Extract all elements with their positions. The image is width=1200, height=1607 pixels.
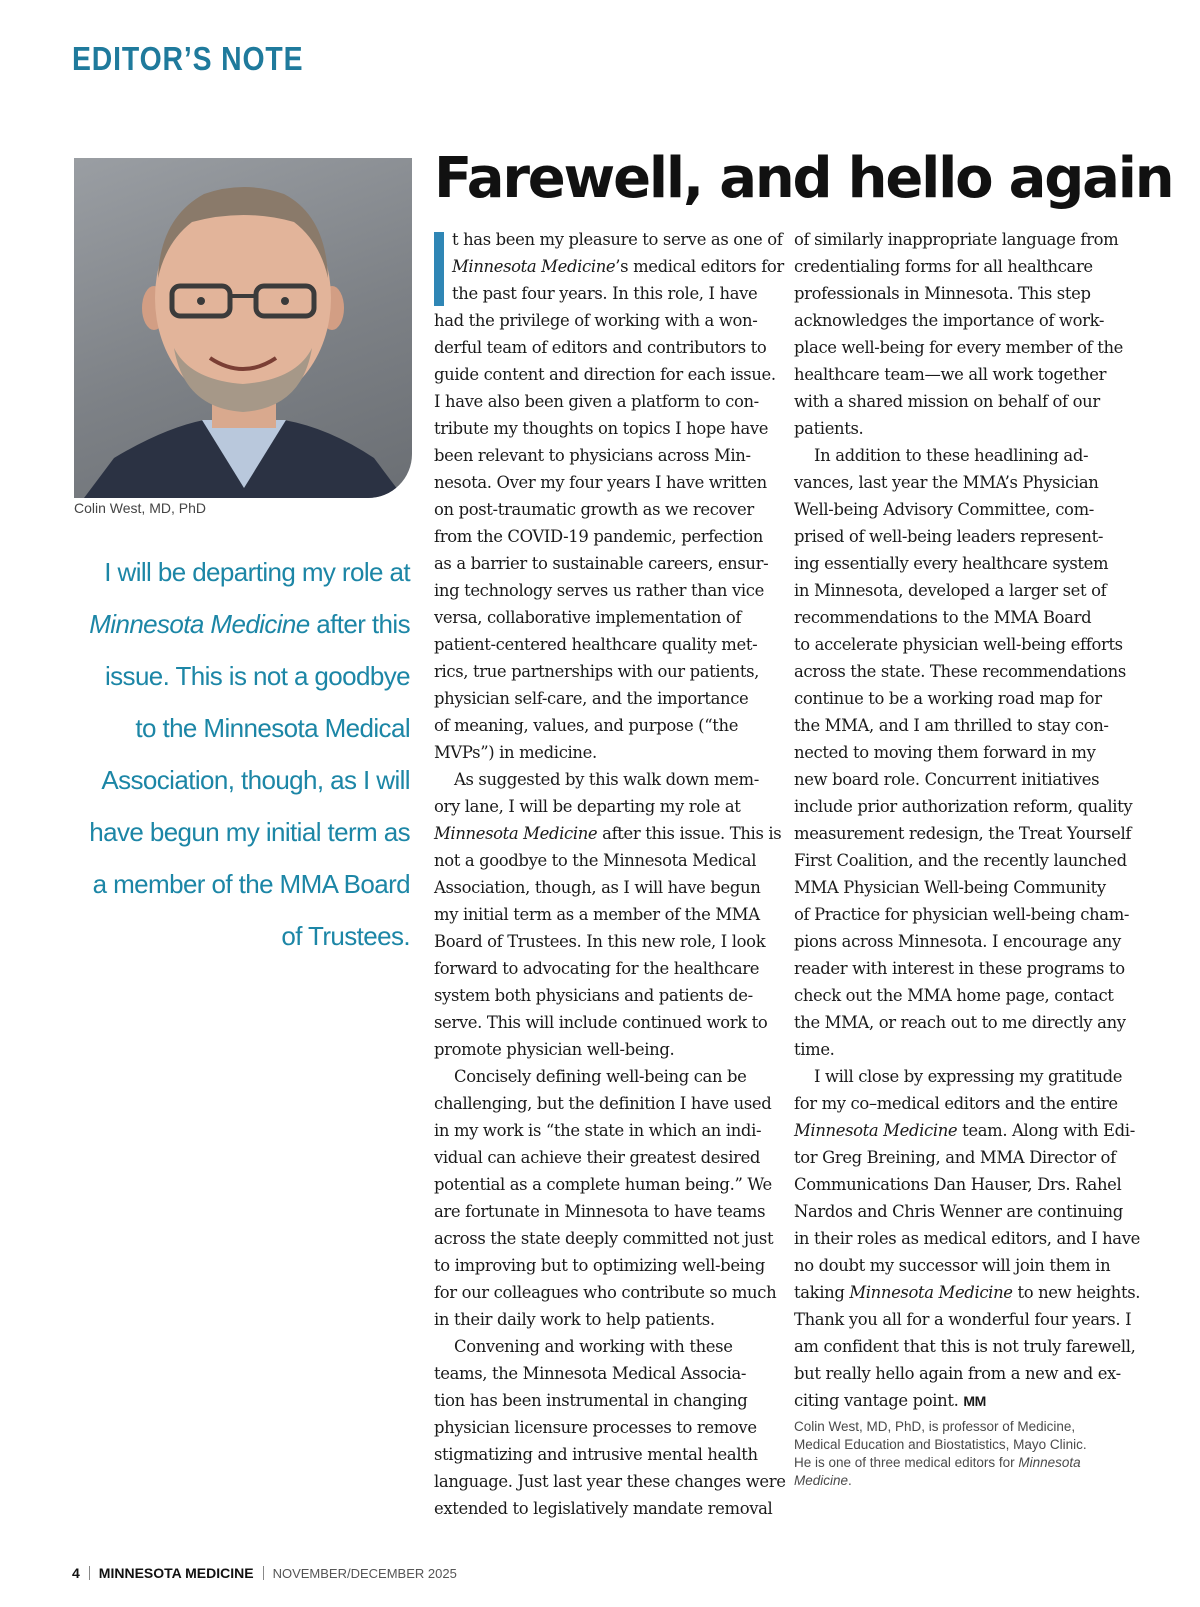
text-line: tion has been instrumental in changing (434, 1391, 748, 1410)
text-line: the MMA, or reach out to me directly any (794, 1013, 1126, 1032)
pull-quote-line (74, 598, 410, 650)
text-line: of similarly inappropriate language from (794, 230, 1119, 249)
text-line: of Practice for physician well-being cham- (794, 905, 1130, 924)
text-line: had the privilege of working with a won- (434, 311, 758, 330)
article-column-1 (434, 226, 786, 1522)
text-line: in Minnesota, developed a larger set of (794, 581, 1107, 600)
text-line: I will close by expressing my gratitude (814, 1067, 1123, 1086)
text-line: promote physician well-being. (434, 1040, 675, 1059)
text-line: but really hello again from a new and ex- (794, 1364, 1121, 1383)
text-line: MMA Physician Well-being Community (794, 878, 1106, 897)
text-line: derful team of editors and contributors to (434, 338, 767, 357)
pull-quote-line: Association, though, as I will (101, 765, 410, 795)
text-line: Thank you all for a wonderful four years. I (794, 1310, 1132, 1329)
text-line: nesota. Over my four years I have written (434, 473, 767, 492)
text-line: recommendations to the MMA Board (794, 608, 1092, 627)
bio-line: Medical Education and Biostatistics, Mayo Clinic. (794, 1437, 1087, 1452)
page-number: 4 (72, 1565, 80, 1581)
text-line: are fortunate in Minnesota to have teams (434, 1202, 766, 1221)
text-line: the MMA, and I am thrilled to stay con- (794, 716, 1109, 735)
text-line: ory lane, I will be departing my role at (434, 797, 741, 816)
text: ’s medical editors for (615, 257, 784, 276)
text-line: ing essentially every healthcare system (794, 554, 1109, 573)
magazine-name: MINNESOTA MEDICINE (98, 1565, 254, 1581)
text-line: In addition to these headlining ad- (814, 446, 1089, 465)
text-line: stigmatizing and intrusive mental health (434, 1445, 758, 1464)
text-line: to accelerate physician well-being efforts (794, 635, 1123, 654)
text-line: MVPs”) in medicine. (434, 743, 597, 762)
text-line: my initial term as a member of the MMA (434, 905, 760, 924)
text-line: nected to moving them forward in my (794, 743, 1096, 762)
end-mark: MM (963, 1393, 986, 1409)
paragraph (434, 1333, 786, 1522)
pull-quote-line: have begun my initial term as (89, 817, 410, 847)
text-line: Board of Trustees. In this new role, I look (434, 932, 766, 951)
text-line: reader with interest in these programs to (794, 959, 1125, 978)
text-line: continue to be a working road map for (794, 689, 1102, 708)
text-line: patients. (794, 419, 864, 438)
text-line: extended to legislatively mandate removal (434, 1499, 773, 1518)
page-footer (72, 1565, 457, 1581)
pull-quote-text: after this (309, 609, 410, 639)
text-line: no doubt my successor will join them in (794, 1256, 1111, 1275)
photo-caption: Colin West, MD, PhD (74, 500, 206, 516)
text-line: in their roles as medical editors, and I have (794, 1229, 1140, 1248)
text-line: the past four years. In this role, I have (452, 284, 758, 303)
text-line: measurement redesign, the Treat Yourself (794, 824, 1132, 843)
pull-quote-line: I will be departing my role at (104, 557, 410, 587)
text-line (434, 253, 784, 280)
paragraph (794, 1063, 1141, 1415)
text-line: As suggested by this walk down mem- (454, 770, 759, 789)
pull-quote-line: of Trustees. (281, 921, 410, 951)
text-line: physician self-care, and the importance (434, 689, 749, 708)
text-line: across the state. These recommendations (794, 662, 1126, 681)
text-line: Convening and working with these (454, 1337, 733, 1356)
text-line: language. Just last year these changes were (434, 1472, 786, 1491)
portrait-illustration (74, 158, 412, 498)
text: citing vantage point. (794, 1391, 959, 1410)
text-line: new board role. Concurrent initiatives (794, 770, 1100, 789)
text-line: physician licensure processes to remove (434, 1418, 757, 1437)
text-line: Association, though, as I will have begun (434, 878, 761, 897)
text-line: forward to advocating for the healthcare (434, 959, 760, 978)
pull-quote-line: a member of the MMA Board (92, 869, 410, 899)
text-line: Well-being Advisory Committee, com- (794, 500, 1094, 519)
italic-text: Minnesota (1018, 1455, 1081, 1470)
text-line: ing technology serves us rather than vice (434, 581, 764, 600)
text: team. Along with Edi- (957, 1121, 1135, 1140)
text-line: serve. This will include continued work to (434, 1013, 768, 1032)
text-line: place well-being for every member of the (794, 338, 1123, 357)
text-line: with a shared mission on behalf of our (794, 392, 1100, 411)
text-line: pions across Minnesota. I encourage any (794, 932, 1121, 951)
text-line: tor Greg Breining, and MMA Director of (794, 1148, 1116, 1167)
text-line: include prior authorization reform, quality (794, 797, 1133, 816)
text-line: t has been my pleasure to serve as one of (452, 230, 783, 249)
text-line: teams, the Minnesota Medical Associa- (434, 1364, 747, 1383)
author-bio (794, 1418, 1134, 1490)
text-line: system both physicians and patients de- (434, 986, 753, 1005)
paragraph (434, 766, 782, 1063)
text-line: challenging, but the definition I have used (434, 1094, 772, 1113)
paragraph (434, 1063, 777, 1333)
italic-text: Minnesota Medicine (849, 1283, 1013, 1302)
paragraph (794, 226, 1134, 442)
section-label: EDITOR’S NOTE (72, 40, 304, 77)
text-line: in their daily work to help patients. (434, 1310, 715, 1329)
article-column-2 (794, 226, 1141, 1415)
text-line: to improving but to optimizing well-being (434, 1256, 765, 1275)
text-line (794, 1279, 1141, 1306)
text-line: from the COVID-19 pandemic, perfection (434, 527, 763, 546)
text-line: acknowledges the importance of work- (794, 311, 1105, 330)
bio-line: Colin West, MD, PhD, is professor of Medicine, (794, 1419, 1076, 1434)
text-line (434, 820, 782, 847)
text-line: been relevant to physicians across Min- (434, 446, 751, 465)
text-line: rics, true partnerships with our patients, (434, 662, 760, 681)
pull-quote-italic: Minnesota Medicine (89, 609, 310, 639)
text-line: as a barrier to sustainable careers, ensur- (434, 554, 769, 573)
bio-line (794, 1472, 1134, 1490)
text-line: Nardos and Chris Wenner are continuing (794, 1202, 1123, 1221)
text-line: in my work is “the state in which an indi- (434, 1121, 762, 1140)
text-line (794, 1387, 1134, 1415)
pull-quote-line: to the Minnesota Medical (135, 713, 410, 743)
text-line: versa, collaborative implementation of (434, 608, 742, 627)
text: after this issue. This is (597, 824, 782, 843)
text-line: for my co–medical editors and the entire (794, 1094, 1118, 1113)
text-line: I have also been given a platform to con- (434, 392, 759, 411)
text: taking (794, 1283, 850, 1302)
footer-divider (89, 1566, 90, 1580)
text-line: credentialing forms for all healthcare (794, 257, 1093, 276)
text-line: on post-traumatic growth as we recover (434, 500, 754, 519)
text-line: am confident that this is not truly farewell, (794, 1337, 1136, 1356)
pull-quote-line: issue. This is not a goodbye (104, 661, 410, 691)
text-line: First Coalition, and the recently launched (794, 851, 1127, 870)
paragraph (794, 442, 1134, 1063)
drop-cap-bar (434, 232, 444, 306)
text-line: of meaning, values, and purpose (“the (434, 716, 739, 735)
text-line: vidual can achieve their greatest desired (434, 1148, 761, 1167)
text-line: prised of well-being leaders represent- (794, 527, 1104, 546)
text-line: potential as a complete human being.” We (434, 1175, 772, 1194)
text-line: vances, last year the MMA’s Physician (794, 473, 1099, 492)
pull-quote (74, 546, 410, 962)
text: to new heights. (1012, 1283, 1141, 1302)
text-line: across the state deeply committed not just (434, 1229, 774, 1248)
bio-line (794, 1454, 1134, 1472)
text-line: guide content and direction for each issue. (434, 365, 776, 384)
text-line: professionals in Minnesota. This step (794, 284, 1091, 303)
article-headline: Farewell, and hello again (434, 146, 1173, 211)
italic-text: Minnesota Medicine (452, 257, 616, 276)
text-line: patient-centered healthcare quality met- (434, 635, 758, 654)
issue-date: NOVEMBER/DECEMBER 2025 (272, 1566, 457, 1581)
text-line: check out the MMA home page, contact (794, 986, 1114, 1005)
italic-text: Minnesota Medicine (434, 824, 598, 843)
text: . (848, 1473, 852, 1488)
paragraph (434, 226, 784, 766)
text-line: time. (794, 1040, 835, 1059)
text-line: Communications Dan Hauser, Drs. Rahel (794, 1175, 1122, 1194)
text-line: tribute my thoughts on topics I hope have (434, 419, 769, 438)
author-photo (74, 158, 412, 498)
text-line (794, 1117, 1134, 1144)
italic-text: Minnesota Medicine (794, 1121, 958, 1140)
footer-divider (263, 1566, 264, 1580)
text-line: Concisely defining well-being can be (454, 1067, 747, 1086)
italic-text: Medicine (794, 1473, 849, 1488)
text-line: not a goodbye to the Minnesota Medical (434, 851, 757, 870)
text-line: healthcare team—we all work together (794, 365, 1107, 384)
text-line: for our colleagues who contribute so much (434, 1283, 777, 1302)
text: He is one of three medical editors for (794, 1455, 1019, 1470)
